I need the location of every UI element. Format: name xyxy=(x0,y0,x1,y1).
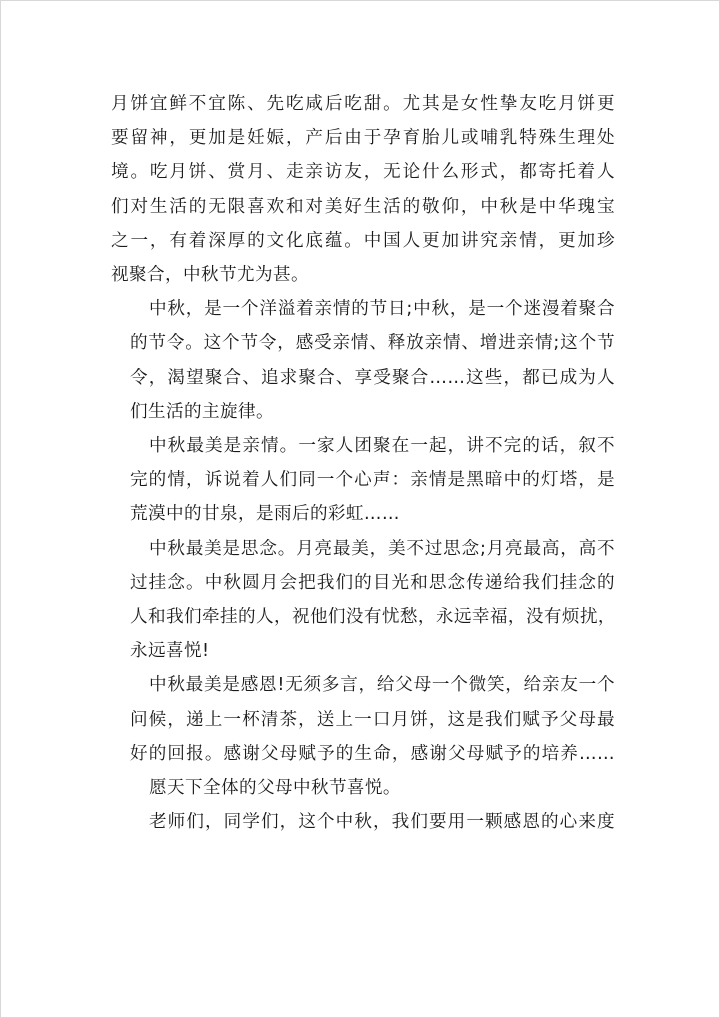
text-line: 愿天下全体的父母中秋节喜悦。 xyxy=(149,778,401,799)
paragraph-4 xyxy=(111,532,615,669)
text-line: 们对生活的无限喜欢和对美好生活的敬仰，中秋是中华瑰宝 xyxy=(111,196,615,217)
text-line: 荒漠中的甘泉，是雨后的彩虹…… xyxy=(130,504,400,525)
text-line: 人和我们牵挂的人，祝他们没有忧愁，永远幸福，没有烦扰， xyxy=(130,607,616,628)
text-line: 过挂念。中秋圆月会把我们的目光和思念传递给我们挂念的 xyxy=(130,572,615,593)
text-line: 之一，有着深厚的文化底蕴。中国人更加讲究亲情，更加珍 xyxy=(111,230,615,251)
text-line: 月饼宜鲜不宜陈、先吃咸后吃甜。尤其是女性挚友吃月饼更 xyxy=(111,94,615,114)
text-line: 的节令。这个节令，感受亲情、释放亲情、增进亲情;这个节 xyxy=(130,333,615,354)
text-line: 永远喜悦! xyxy=(130,641,210,662)
text-line: 中秋最美是亲情。一家人团聚在一起，讲不完的话，叙不 xyxy=(149,436,615,457)
text-line: 完的情，诉说着人们同一个心声：亲情是黑暗中的灯塔，是 xyxy=(130,470,615,491)
text-line: 好的回报。感谢父母赋予的生命，感谢父母赋予的培养…… xyxy=(130,743,615,764)
paragraph-2 xyxy=(111,292,615,429)
paragraph-5 xyxy=(111,668,615,771)
paragraph-1 xyxy=(111,87,615,292)
text-line: 要留神，更加是妊娠，产后由于孕育胎儿或哺乳特殊生理处 xyxy=(111,128,615,149)
text-line: 中秋最美是思念。月亮最美，美不过思念;月亮最高，高不 xyxy=(149,538,615,559)
text-line: 们生活的主旋律。 xyxy=(130,401,274,422)
paragraph-3 xyxy=(111,429,615,532)
paragraph-6 xyxy=(111,771,615,805)
text-line: 境。吃月饼、赏月、走亲访友，无论什么形式，都寄托着人 xyxy=(111,162,615,183)
text-line: 视聚合，中秋节尤为甚。 xyxy=(111,265,309,286)
text-line: 老师们，同学们，这个中秋，我们要用一颗感恩的心来度 xyxy=(149,812,615,833)
text-line: 中秋最美是感恩!无须多言，给父母一个微笑，给亲友一个 xyxy=(149,675,615,696)
document-body xyxy=(111,87,615,839)
text-line: 令，渴望聚合、追求聚合、享受聚合……这些，都已成为人 xyxy=(130,367,615,388)
text-line: 问候，递上一杯清茶，送上一口月饼，这是我们赋予父母最 xyxy=(130,709,615,730)
paragraph-7 xyxy=(111,805,615,839)
text-line: 中秋，是一个洋溢着亲情的节日;中秋，是一个迷漫着聚合 xyxy=(149,299,615,320)
